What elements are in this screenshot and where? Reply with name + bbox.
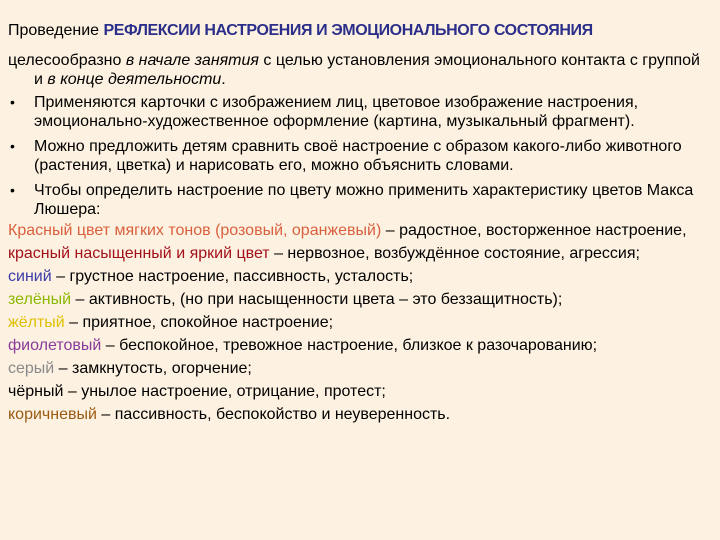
intro-text-2: с целью установления эмоционального контакта с группой и: [34, 52, 700, 88]
intro-text-1: целесообразно: [8, 52, 126, 69]
color-name: серый: [8, 360, 55, 377]
color-name: фиолетовый: [8, 337, 102, 354]
color-description: – беспокойное, тревожное настроение, близкое к разочарованию;: [101, 337, 598, 354]
intro-paragraph: [8, 51, 704, 89]
color-line: [8, 313, 704, 332]
color-description: – приятное, спокойное настроение;: [64, 314, 334, 331]
bullet-item: [8, 93, 704, 131]
bullet-dot-icon: •: [10, 182, 15, 198]
bullet-dot-icon: •: [10, 94, 15, 110]
intro-text-3: .: [221, 71, 226, 88]
intro-italic-2: в конце деятельности: [47, 71, 222, 88]
slide-title: [8, 22, 704, 40]
intro-italic-1: в начале занятия: [125, 52, 259, 69]
color-description: – нервозное, возбуждённое состояние, агрессия;: [269, 245, 640, 262]
color-meanings-list: [8, 221, 704, 424]
bullet-dot-icon: •: [10, 138, 15, 154]
color-name: коричневый: [8, 406, 97, 423]
color-name: Красный цвет мягких тонов (розовый, оранжевый): [8, 222, 382, 239]
color-name: зелёный: [8, 291, 72, 308]
color-name: жёлтый: [8, 314, 65, 331]
bullet-item: [8, 137, 704, 175]
color-description: – пассивность, беспокойство и неуверенность.: [96, 406, 451, 423]
title-emphasis: РЕФЛЕКСИИ НАСТРОЕНИЯ И ЭМОЦИОНАЛЬНОГО СОСТОЯНИЯ: [103, 22, 593, 39]
color-name: красный насыщенный и яркий цвет: [8, 245, 270, 262]
bullet-item: [8, 181, 704, 219]
bullet-text: Чтобы определить настроение по цвету можно применить характеристику цветов Макса Люшера:: [34, 182, 694, 218]
color-line: [8, 267, 704, 286]
color-line: [8, 382, 704, 401]
bullet-text: Можно предложить детям сравнить своё настроение с образом какого-либо животного (растения, цветка) и нарисовать его, можно объяснить словами.: [34, 138, 682, 174]
color-line: [8, 405, 704, 424]
color-line: [8, 290, 704, 309]
title-prefix: Проведение: [8, 22, 104, 39]
color-description: – радостное, восторженное настроение,: [381, 222, 687, 239]
color-description: – замкнутость, огорчение;: [54, 360, 252, 377]
color-name: чёрный: [8, 383, 64, 400]
bullet-text: Применяются карточки с изображением лиц, цветовое изображение настроения, эмоционально-художественное оформление (картина, музыкальный фрагмент).: [34, 94, 639, 130]
color-line: [8, 244, 704, 263]
color-line: [8, 336, 704, 355]
color-line: [8, 221, 704, 240]
color-description: – грустное настроение, пассивность, усталость;: [51, 268, 414, 285]
color-description: – активность, (но при насыщенности цвета – это беззащитность);: [71, 291, 563, 308]
color-name: синий: [8, 268, 52, 285]
slide-body: [8, 51, 704, 424]
color-line: [8, 359, 704, 378]
color-description: – унылое настроение, отрицание, протест;: [63, 383, 386, 400]
